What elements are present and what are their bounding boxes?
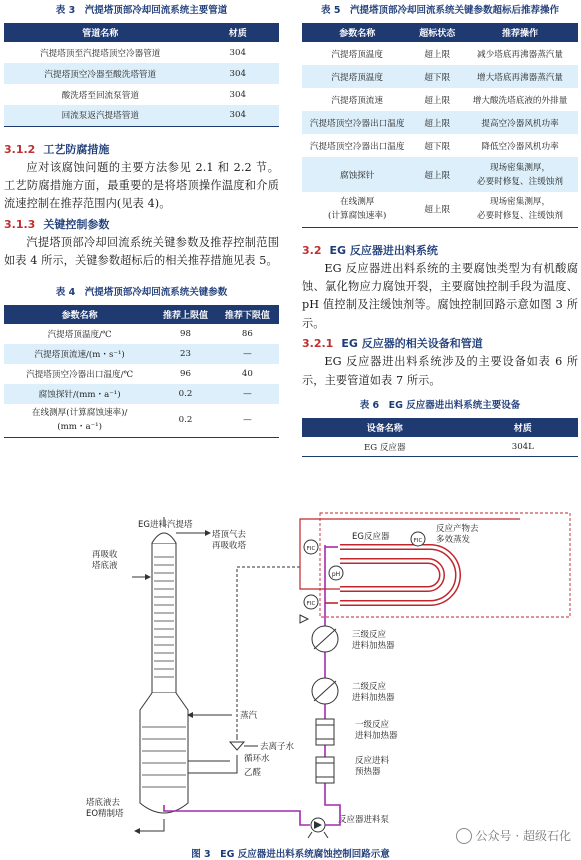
table5-header: 参数名称: [302, 23, 412, 42]
table-cell: 40: [216, 364, 279, 384]
table4-caption: 表 4 汽提塔顶部冷却回流系统关键参数: [55, 286, 228, 298]
preheater: [316, 757, 334, 783]
label-preheater: [355, 755, 392, 777]
table5-header: 推荐操作: [462, 23, 578, 42]
fic-label: FIC: [306, 601, 316, 607]
table-cell: 超下限: [412, 65, 462, 88]
paragraph: EG 反应器进出料系统的主要腐蚀类型为有机酸腐蚀、氯化物应力腐蚀开裂，主要腐蚀控制手段为温度、pH 值控制及注缓蚀剂等。腐蚀控制回路示意如图 3 所示。: [302, 261, 578, 330]
table-cell: 304L: [468, 437, 578, 457]
label-line: 预热器: [355, 767, 381, 777]
paragraph: 应对该腐蚀问题的主要方法参见 2.1 和 2.2 节。工艺防腐措施方面，最重要的是将塔顶操作温度和介质流速控制在推荐范围内(见表 4)。: [4, 160, 279, 211]
label-line: 一级反应: [355, 720, 390, 730]
ph-label: pH: [331, 571, 341, 578]
figure3-diagram: [0, 505, 581, 845]
fic-instrument: [411, 532, 425, 546]
table-row: [302, 192, 578, 227]
table-cell: 23: [155, 344, 216, 364]
label-reactor: EG反应器: [352, 532, 390, 542]
table-cell: 汽提塔顶温度: [302, 65, 412, 88]
table-cell: 腐蚀探针/(mm・a⁻¹): [4, 384, 155, 404]
section-number: 3.1.3: [4, 217, 36, 231]
left-column: [4, 0, 279, 438]
label-line: EO精制塔: [86, 809, 124, 819]
label-heater-3: [352, 629, 395, 651]
heater-3: [312, 626, 338, 652]
table6-caption: 表 6 EG 反应器进出料系统主要设备: [359, 399, 521, 411]
table-row: [302, 157, 578, 192]
table-cell: 304: [197, 84, 280, 105]
section-title: EG 反应器进出料系统: [329, 243, 438, 257]
table3-caption: 表 3 汽提塔顶部冷却回流系统主要管道: [55, 5, 228, 16]
table-cell: 超上限: [412, 192, 462, 227]
table6: [302, 418, 578, 458]
right-column: [302, 0, 578, 457]
table-cell: 304: [197, 42, 280, 63]
table-row: [302, 88, 578, 111]
wechat-logo-icon: [456, 828, 472, 844]
table6-header: 材质: [468, 418, 578, 437]
table4-header: 推荐上限值: [155, 305, 216, 324]
label-line: 塔顶气去: [212, 530, 247, 540]
table-cell: 0.2: [155, 404, 216, 438]
table-row: [4, 364, 279, 384]
watermark-text: 公众号 · 超级石化: [475, 829, 571, 843]
table-cell: 汽提塔顶温度/℃: [4, 324, 155, 344]
label-line: 反应产物去: [436, 524, 479, 534]
table-row: [4, 105, 279, 126]
table5-caption: 表 5 汽提塔顶部冷却回流系统关键参数超标后推荐操作: [321, 5, 559, 16]
table-cell: 降低空冷器风机功率: [462, 134, 578, 157]
table-cell: 在线测厚(计算腐蚀速率)/ (mm・a⁻¹): [4, 404, 155, 438]
heater-2: [312, 678, 338, 704]
control-valve: [300, 615, 308, 623]
section-number: 3.2: [302, 243, 322, 257]
table-cell: 现场密集测厚， 必要时修复、注缓蚀剂: [462, 192, 578, 227]
table-row: [4, 384, 279, 404]
fic-instrument: [304, 540, 318, 554]
label-line: 多效蒸发: [436, 535, 471, 545]
table-cell: 汽提塔顶空冷器出口温度: [302, 111, 412, 134]
table-cell: 86: [216, 324, 279, 344]
label-heater-2: [352, 681, 395, 703]
table-cell: 汽提塔顶空冷器出口温度/℃: [4, 364, 155, 384]
section-title: 关键控制参数: [43, 217, 110, 231]
table-cell: —: [216, 344, 279, 364]
table-row: [302, 437, 578, 457]
table4-header: 参数名称: [4, 305, 155, 324]
table-cell: 回流泵返汽提塔管道: [4, 105, 197, 126]
table-row: [4, 324, 279, 344]
table-row: [4, 84, 279, 105]
section-title: EG 反应器的相关设备和管道: [341, 337, 483, 351]
fic-label: FIC: [413, 538, 423, 544]
label-line: 二级反应: [352, 682, 387, 692]
paragraph: 汽提塔顶部冷却回流系统关键参数及推荐控制范围如表 4 所示，关键参数超标后的相关推荐措施见表 5。: [4, 235, 279, 268]
table-row: [302, 134, 578, 157]
table-cell: 在线测厚 (计算腐蚀速率): [302, 192, 412, 227]
watermark: [456, 827, 571, 845]
table-row: [4, 42, 279, 63]
table-cell: 汽提塔顶温度: [302, 42, 412, 65]
table-cell: 汽提塔顶流速/(m・s⁻¹): [4, 344, 155, 364]
label-recirc: 循环水: [244, 754, 270, 764]
label-line: 塔底液: [92, 561, 118, 571]
table-cell: 酸洗塔至回流泵管道: [4, 84, 197, 105]
table-row: [4, 404, 279, 438]
stripping-column: [140, 517, 188, 813]
label-line: 再吸收: [92, 550, 118, 560]
table5: [302, 23, 578, 228]
label-glycol: 乙醛: [244, 768, 262, 778]
table-row: [4, 63, 279, 84]
table-cell: 304: [197, 105, 280, 126]
label-feed-column: EG进料汽提塔: [138, 520, 193, 530]
table-cell: 减少塔底再沸器蒸汽量: [462, 42, 578, 65]
section-number: 3.1.2: [4, 142, 36, 156]
section-heading: [4, 216, 279, 232]
table-cell: 超上限: [412, 111, 462, 134]
table3-header: 管道名称: [4, 23, 197, 42]
table3: [4, 23, 279, 127]
label-pump: 反应器进料泵: [338, 815, 390, 825]
section-number: 3.2.1: [302, 337, 334, 351]
table4: [4, 305, 279, 439]
section-title: 工艺防腐措施: [43, 142, 110, 156]
table-cell: —: [216, 404, 279, 438]
ph-instrument: [329, 566, 343, 580]
table-row: [302, 42, 578, 65]
label-line: 进料加热器: [352, 641, 395, 651]
table-cell: 超上限: [412, 88, 462, 111]
label-line: 三级反应: [352, 630, 387, 640]
label-deion: 去离子水: [260, 742, 295, 752]
label-line: 塔底液去: [86, 798, 121, 808]
table-row: [302, 65, 578, 88]
table-cell: EG 反应器: [302, 437, 468, 457]
table3-header: 材质: [197, 23, 280, 42]
table-cell: 汽提塔顶空冷器至酸洗塔管道: [4, 63, 197, 84]
section-heading: [302, 335, 578, 351]
table-row: [4, 344, 279, 364]
heater-1: [316, 719, 334, 745]
label-heater-1: [355, 719, 398, 741]
table-cell: 增大塔底再沸器蒸汽量: [462, 65, 578, 88]
table6-header: 设备名称: [302, 418, 468, 437]
label-line: 进料加热器: [355, 731, 398, 741]
table-cell: 汽提塔顶至汽提塔顶空冷器管道: [4, 42, 197, 63]
label-line: 反应进料: [355, 756, 390, 766]
table-cell: 超上限: [412, 157, 462, 192]
table-cell: 超上限: [412, 42, 462, 65]
table-cell: 96: [155, 364, 216, 384]
table-cell: 汽提塔顶流速: [302, 88, 412, 111]
label-steam: 蒸汽: [240, 711, 258, 721]
table-cell: 0.2: [155, 384, 216, 404]
fic-label: FIC: [306, 546, 316, 552]
table-cell: 汽提塔顶空冷器出口温度: [302, 134, 412, 157]
table-cell: 超下限: [412, 134, 462, 157]
label-line: 进料加热器: [352, 693, 395, 703]
table-cell: 提高空冷器风机功率: [462, 111, 578, 134]
fic-instrument: [304, 595, 318, 609]
table-cell: 现场密集测厚， 必要时修复、注缓蚀剂: [462, 157, 578, 192]
table5-header: 超标状态: [412, 23, 462, 42]
label-bottoms: [86, 797, 124, 819]
label-top-gas: [212, 529, 249, 551]
section-heading: [302, 242, 578, 258]
table-row: [302, 111, 578, 134]
table-cell: 腐蚀探针: [302, 157, 412, 192]
paragraph: EG 反应器进出料系统涉及的主要设备如表 6 所示，主要管道如表 7 所示。: [302, 355, 578, 387]
label-reabsorb: [92, 549, 120, 571]
label-line: 再吸收塔: [212, 541, 247, 551]
feed-pump: [308, 818, 328, 838]
table-cell: —: [216, 384, 279, 404]
table4-header: 推荐下限值: [216, 305, 279, 324]
figure-caption: 图 3 EG 反应器进出料系统腐蚀控制回路示意: [191, 849, 390, 860]
table-cell: 98: [155, 324, 216, 344]
table-cell: 304: [197, 63, 280, 84]
table-cell: 增大酸洗塔底液的外排量: [462, 88, 578, 111]
eg-reactor: [340, 547, 458, 603]
section-heading: [4, 141, 279, 157]
label-product: [436, 523, 481, 545]
